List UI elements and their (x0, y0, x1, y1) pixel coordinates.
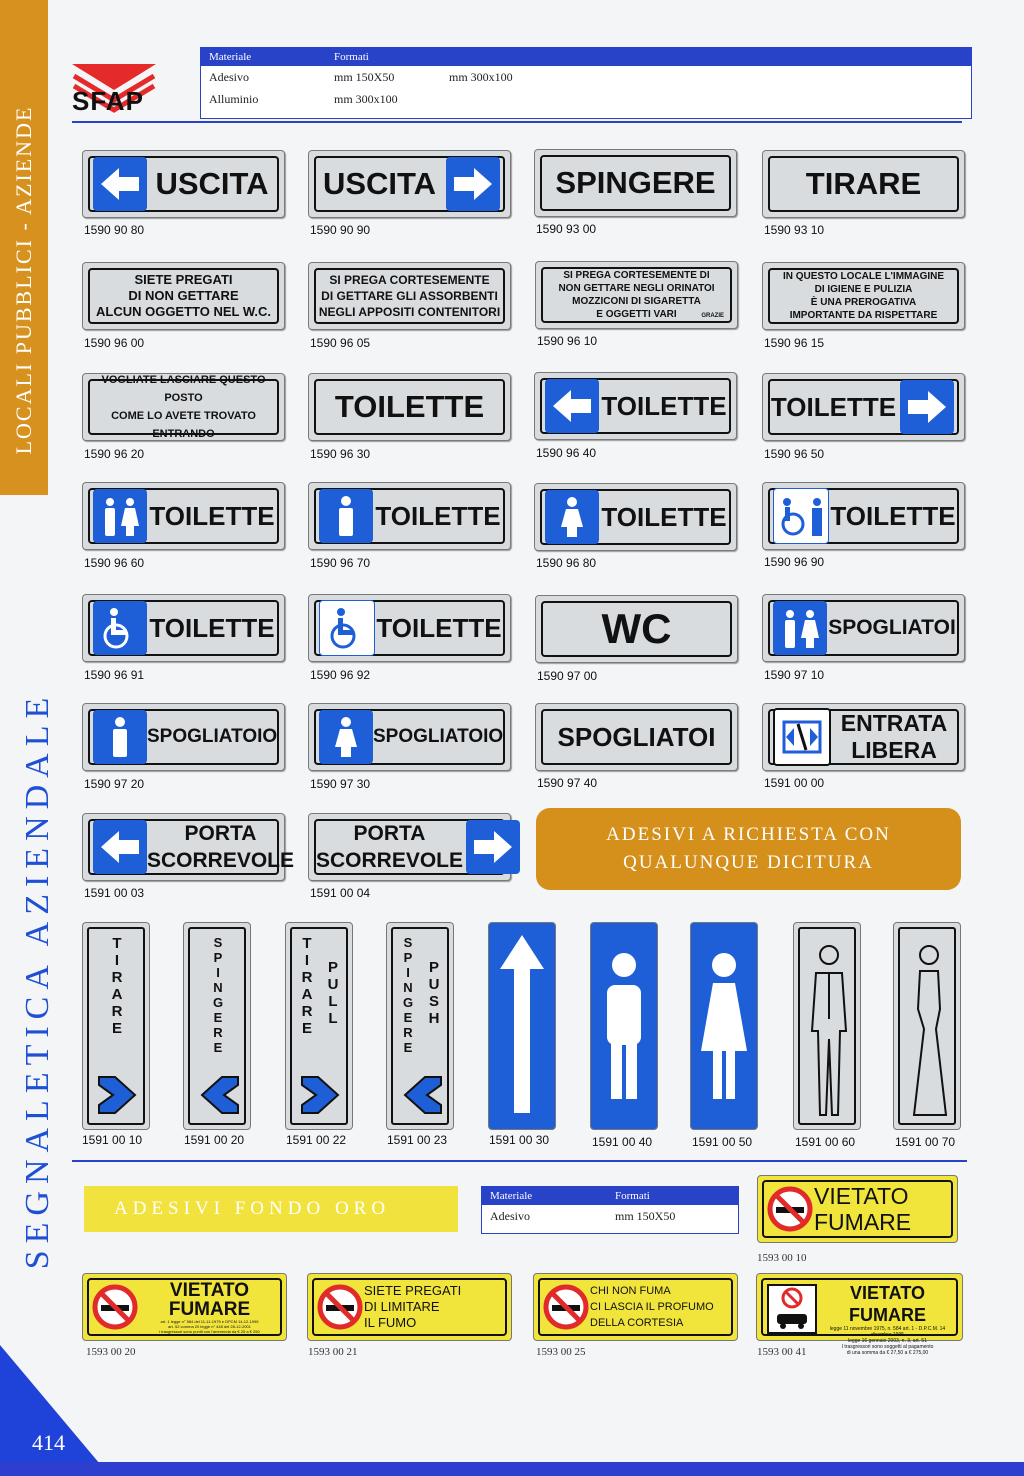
gold-sign (82, 1273, 287, 1341)
sidebar-category: LOCALI PUBBLICI - AZIENDE (11, 105, 36, 455)
product-sign (308, 482, 511, 550)
vertical-text (107, 935, 127, 1037)
product-code: 1590 96 00 (84, 336, 145, 350)
product-code: 1593 00 20 (86, 1346, 136, 1358)
sign-text: SI PREGA CORTESEMENTE DI GETTARE GLI ASSORBENTI NEGLI APPOSITI CONTENITORI (318, 273, 501, 319)
spec-header-format: Formati (615, 1190, 650, 1202)
sign-text: ENTRATA LIBERA (840, 710, 948, 763)
gold-sign (757, 1175, 958, 1243)
sign-text: TOILETTE (334, 389, 485, 424)
product-code: 1590 96 70 (310, 556, 371, 570)
product-sign (308, 262, 511, 330)
vertical-letter: P (327, 959, 338, 976)
arrow-up-icon (498, 933, 546, 1119)
vertical-letter: T (302, 935, 312, 952)
arrow-left-icon (93, 820, 147, 874)
product-code: 1590 93 10 (764, 223, 825, 237)
spec-header-material: Materiale (209, 51, 252, 63)
vertical-letter: E (213, 1040, 223, 1055)
product-code: 1590 96 60 (84, 556, 145, 570)
sign-text: TOILETTE (149, 500, 275, 531)
spec-format: mm 300x100 (334, 91, 398, 106)
sign-text: TOILETTE (830, 500, 956, 531)
product-sign (308, 150, 511, 218)
sign-text: CHI NON FUMA CI LASCIA IL PROFUMO DELLA CORTESIA (590, 1285, 714, 1329)
vertical-text (208, 935, 228, 1055)
product-code: 1590 96 40 (536, 446, 597, 460)
vertical-sign (386, 922, 454, 1130)
product-sign (82, 482, 285, 550)
product-sign (308, 813, 511, 881)
vertical-letter: R (111, 969, 123, 986)
product-code: 1591 00 60 (795, 1135, 856, 1149)
product-code: 1591 00 23 (387, 1133, 448, 1147)
spec-format: mm 300x100 (449, 69, 513, 84)
vertical-letter: P (428, 959, 439, 976)
product-sign (534, 483, 737, 551)
product-code: 1590 96 90 (764, 555, 825, 569)
man-icon (599, 951, 649, 1101)
vertical-letter: N (403, 980, 413, 995)
spec-header-format: Formati (334, 51, 369, 63)
product-code: 1590 90 80 (84, 223, 145, 237)
product-code: 1590 97 30 (310, 777, 371, 791)
spec-material: Alluminio (209, 91, 259, 106)
product-code: 1590 96 30 (310, 447, 371, 461)
sign-text: SPOGLIATOIO (373, 726, 504, 747)
sign-text: TOILETTE (770, 391, 897, 422)
sign-text: TOILETTE (601, 390, 727, 421)
vertical-sign (183, 922, 251, 1130)
spec-material: Adesivo (209, 69, 249, 84)
sign-text: VIETATO FUMARE (168, 1279, 251, 1320)
product-code: 1593 00 25 (536, 1346, 586, 1358)
gentleman-illustration-icon (806, 939, 852, 1121)
product-sign (82, 373, 285, 441)
product-code: 1590 96 91 (84, 668, 145, 682)
banner-line: ADESIVI A RICHIESTA CON (606, 824, 891, 845)
arrow-left-icon (545, 379, 599, 433)
gold-section-banner: ADESIVI FONDO ORO (84, 1186, 458, 1232)
vertical-letter: L (328, 993, 338, 1010)
vertical-sign (488, 922, 556, 1130)
product-code: 1591 00 30 (489, 1133, 550, 1147)
woman-icon (699, 951, 749, 1101)
woman-icon (545, 490, 599, 544)
product-sign (82, 262, 285, 330)
vertical-letter: S (213, 935, 223, 950)
wheelchair-icon (93, 601, 147, 655)
product-code: 1593 00 10 (757, 1252, 807, 1264)
arrow-right-icon (900, 380, 954, 434)
wheelchair-icon (319, 600, 375, 656)
vertical-letter: G (212, 995, 224, 1010)
sign-text: USCITA (322, 166, 437, 201)
sign-text: SI PREGA CORTESEMENTE DI NON GETTARE NEGLI ORINATOI MOZZICONI DI SIGARETTA E OGGETTI VARI (558, 270, 715, 320)
spec-header-material: Materiale (490, 1190, 533, 1202)
product-sign (82, 594, 285, 662)
man-icon (319, 489, 373, 543)
product-sign (762, 703, 965, 771)
divider (72, 1160, 967, 1162)
sign-text: SPOGLIATOIO (147, 726, 278, 747)
gold-sign (533, 1273, 738, 1341)
vertical-letter: N (213, 980, 223, 995)
sign-text: SPOGLIATOI (828, 616, 956, 639)
vertical-letter: E (403, 1010, 413, 1025)
man-icon (93, 710, 147, 764)
sign-text: WC (601, 605, 672, 652)
vertical-letter: U (327, 976, 339, 993)
product-sign (762, 482, 965, 550)
no-smoking-icon (766, 1185, 814, 1233)
vertical-letter: I (406, 965, 410, 980)
product-sign (308, 703, 511, 771)
vertical-letter: H (428, 1010, 440, 1027)
product-sign (534, 149, 737, 217)
product-sign (762, 150, 965, 218)
sign-text: SPINGERE (555, 165, 716, 200)
footer-bar (0, 1462, 1024, 1476)
sign-fine-print: art. 1 legge n° 584 del 11-11-1975 e DPCM 14-12-1995 art. 52 comma 20 legge n° 448 del 28-12-2001 i trasgressori sono puniti con l'ammenda da € 25 a € 250 (159, 1318, 260, 1334)
product-code: 1591 00 50 (692, 1135, 753, 1149)
sign-fine-print: legge 11 novembre 1975, n. 584 art. 1 - D.P.C.M. 14 dicembre 1995 legge 16 gennaio 2003, n. 3, art. 51 I trasgressori sono soggetti al pagamento di una somma da € 27,50 a € 275,00 (829, 1326, 946, 1356)
product-code: 1590 96 10 (537, 334, 598, 348)
product-code: 1590 97 00 (537, 669, 598, 683)
logo-text: SFAP (72, 86, 144, 116)
sign-text: TIRARE (805, 166, 922, 201)
spec-material: Adesivo (490, 1208, 530, 1223)
sign-text: TOILETTE (149, 612, 275, 643)
sign-text: SIETE PREGATI DI LIMITARE IL FUMO (364, 1283, 462, 1330)
product-code: 1591 00 04 (310, 886, 371, 900)
sign-text: TOILETTE (376, 612, 502, 643)
vertical-letter: P (403, 950, 413, 965)
vertical-sign (590, 922, 658, 1130)
product-code: 1591 00 40 (592, 1135, 653, 1149)
product-code: 1590 90 90 (310, 223, 371, 237)
sidebar-title: SEGNALETICA AZIENDALE (19, 690, 56, 1270)
man-woman-icon (93, 489, 147, 543)
vertical-letter: A (111, 986, 123, 1003)
vertical-letter: A (301, 986, 313, 1003)
product-code: 1590 96 80 (536, 556, 597, 570)
banner-line: QUALUNQUE DICITURA (623, 852, 874, 873)
vertical-letter: S (403, 935, 413, 950)
gold-spec-table (481, 1186, 739, 1234)
product-code: 1590 96 20 (84, 447, 145, 461)
sign-text: TOILETTE (601, 501, 727, 532)
no-smoking-car-icon (767, 1284, 817, 1334)
sign-text: PORTA SCORREVOLE (316, 822, 464, 872)
sign-text: SIETE PREGATI DI NON GETTARE ALCUN OGGETTO NEL W.C. (95, 272, 272, 319)
lady-illustration-icon (906, 939, 952, 1121)
vertical-letter: R (403, 1025, 413, 1040)
product-sign (762, 262, 965, 330)
vertical-letter: P (213, 950, 223, 965)
sign-text: VIETATO FUMARE (849, 1283, 926, 1325)
custom-stickers-banner (536, 808, 961, 890)
product-sign (535, 595, 738, 663)
product-sign (762, 373, 965, 441)
product-code: 1593 00 41 (757, 1346, 807, 1358)
vertical-letter: T (112, 935, 122, 952)
accessible-man-woman-icon (773, 488, 829, 544)
arrow-push-icon (196, 1071, 242, 1115)
spec-format: mm 150X50 (334, 69, 395, 84)
product-code: 1591 00 20 (184, 1133, 245, 1147)
woman-icon (319, 710, 373, 764)
vertical-letter: E (111, 1020, 122, 1037)
product-code: 1590 97 20 (84, 777, 145, 791)
sign-text: VOGLIATE LASCIARE QUESTO POSTO COME LO AVETE TROVATO ENTRANDO (101, 374, 266, 440)
vertical-text (399, 935, 417, 1055)
vertical-letter: E (213, 1010, 223, 1025)
product-sign (534, 372, 737, 440)
vertical-letter: I (304, 952, 310, 969)
product-sign (82, 150, 285, 218)
product-sign (82, 813, 295, 881)
page-number: 414 (32, 1430, 65, 1455)
arrow-pull-icon (298, 1071, 344, 1115)
product-code: 1591 00 00 (764, 776, 825, 790)
man-woman-icon (773, 601, 827, 655)
arrow-left-icon (93, 157, 147, 211)
product-code: 1590 96 50 (764, 447, 825, 461)
product-sign (535, 703, 738, 771)
sign-text: VIETATO FUMARE (814, 1183, 912, 1235)
sign-text: USCITA (155, 166, 269, 201)
product-code: 1590 96 92 (310, 668, 371, 682)
sign-extra: GRAZIE (701, 313, 724, 319)
no-smoking-icon (542, 1283, 590, 1331)
sign-text: IN QUESTO LOCALE L'IMMAGINE DI IGIENE E PULIZIA È UNA PREROGATIVA IMPORTANTE DA RISPETTARE (782, 271, 945, 321)
divider (72, 121, 962, 123)
vertical-letter: S (428, 993, 439, 1010)
product-code: 1591 00 22 (286, 1133, 347, 1147)
product-code: 1590 96 15 (764, 336, 825, 350)
gold-sign (307, 1273, 512, 1341)
sign-text: PORTA SCORREVOLE (147, 822, 295, 872)
product-sign (535, 261, 738, 329)
vertical-letter: I (114, 952, 120, 969)
vertical-letter: G (402, 995, 414, 1010)
vertical-letter: R (301, 969, 313, 986)
vertical-letter: R (213, 1025, 223, 1040)
spec-format: mm 150X50 (615, 1208, 676, 1223)
vertical-text (298, 935, 316, 1037)
product-code: 1593 00 21 (308, 1346, 358, 1358)
product-sign (308, 373, 511, 441)
arrow-pull-icon (95, 1071, 141, 1115)
vertical-letter: L (328, 1010, 338, 1027)
vertical-letter: E (403, 1040, 413, 1055)
product-code: 1591 00 03 (84, 886, 145, 900)
vertical-sign (285, 922, 353, 1130)
product-code: 1591 00 10 (82, 1133, 143, 1147)
product-sign (762, 594, 965, 662)
product-code: 1590 97 40 (537, 776, 598, 790)
vertical-sign (82, 922, 150, 1130)
vertical-letter: R (111, 1003, 123, 1020)
no-smoking-icon (91, 1283, 139, 1331)
sign-text: TOILETTE (375, 500, 501, 531)
vertical-text (425, 959, 443, 1027)
vertical-letter: E (301, 1020, 312, 1037)
arrow-right-icon (446, 157, 500, 211)
product-code: 1591 00 70 (895, 1135, 956, 1149)
product-sign (82, 703, 285, 771)
no-smoking-icon (316, 1283, 364, 1331)
product-code: 1590 93 00 (536, 222, 597, 236)
vertical-text (324, 959, 342, 1027)
vertical-letter: U (428, 976, 440, 993)
product-code: 1590 96 05 (310, 336, 371, 350)
spec-table (200, 47, 972, 119)
vertical-sign (893, 922, 961, 1130)
sign-text: SPOGLIATOI (557, 721, 716, 752)
sliding-door-icon (773, 708, 831, 766)
corner-decoration (0, 1345, 110, 1476)
vertical-letter: I (216, 965, 220, 980)
arrow-right-icon (466, 820, 520, 874)
product-code: 1590 97 10 (764, 668, 825, 682)
product-sign (308, 594, 511, 662)
vertical-sign (690, 922, 758, 1130)
arrow-push-icon (399, 1071, 445, 1115)
vertical-letter: R (301, 1003, 313, 1020)
vertical-sign (793, 922, 861, 1130)
